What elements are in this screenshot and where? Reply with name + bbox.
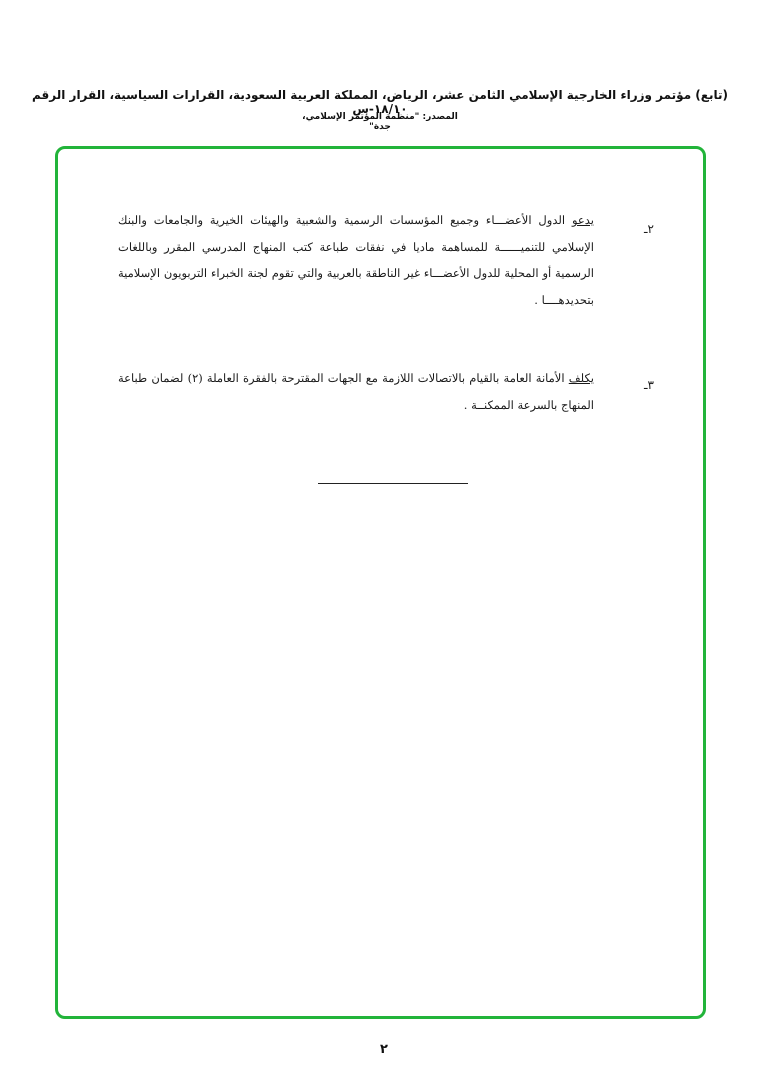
paragraph-body: الدول الأعضـــاء وجميع المؤسسات الرسمية والشعبية والهيئات الخيرية والجامعات والبنك الإسلامي للتنميــــــة للمساهمة ماديا في نفقات طباعة كتب المنهاج المدرسي المقرر وباللغات الرسمية أو المحلية للدول الأعضـــاء غير الناطقة بالعربية والتي تقوم لجنة الخبراء التربويون الإسلامية بتحديدهــــا . xyxy=(118,213,594,307)
page-number: ٢ xyxy=(380,1042,388,1057)
resolution-paragraph xyxy=(118,207,594,313)
paragraph-lead-word: يكلف xyxy=(568,371,595,385)
item-number: ٢ـ xyxy=(644,222,654,236)
section-divider xyxy=(318,483,468,484)
resolution-paragraph xyxy=(118,365,594,418)
paragraph-body: الأمانة العامة بالقيام بالاتصالات اللازمة مع الجهات المقترحة بالفقرة العاملة (٢) لضمان طباعة المنهاج بالسرعة الممكنــة . xyxy=(118,371,594,412)
item-number: ٣ـ xyxy=(644,378,654,392)
document-source: المصدر: "منظمة المؤتمر الإسلامي، جدة" xyxy=(302,112,458,132)
paragraph-lead-word: يدعو xyxy=(571,213,594,227)
document-title: (تابع) مؤتمر وزراء الخارجية الإسلامي الثامن عشر، الرياض، المملكة العربية السعودية، القرارات السياسية، القرار الرقم ١٨/١٠-س xyxy=(32,88,728,116)
